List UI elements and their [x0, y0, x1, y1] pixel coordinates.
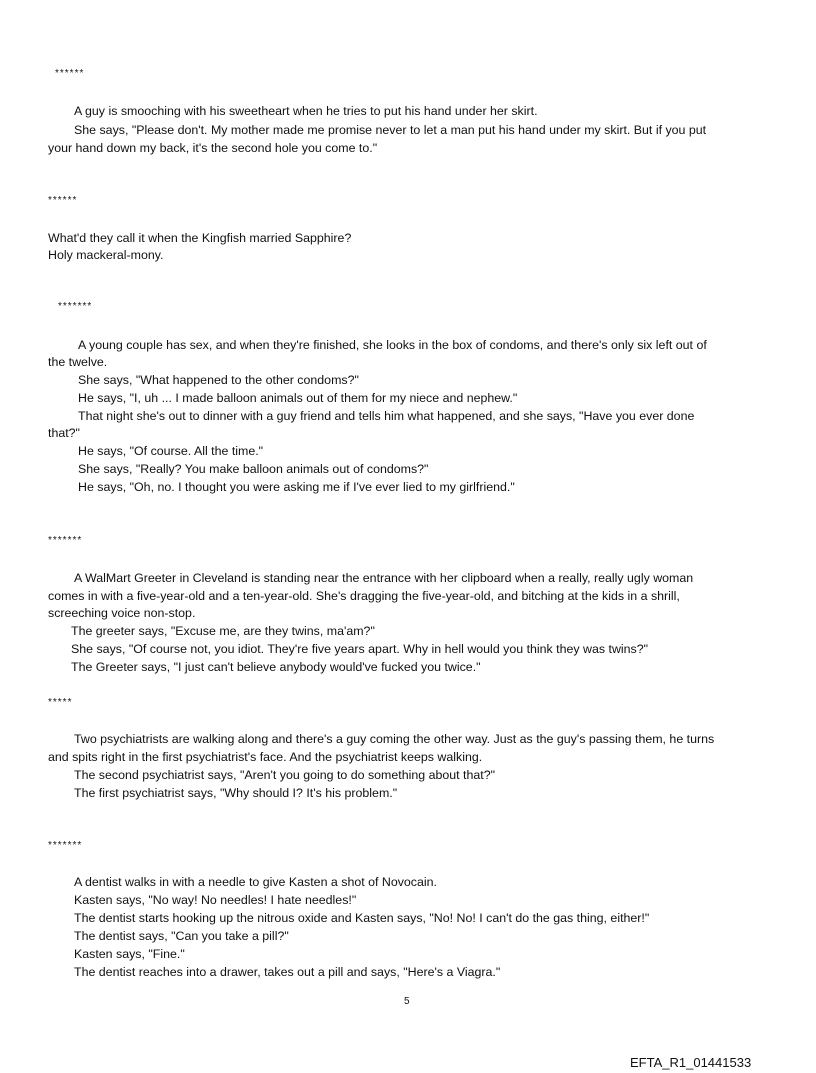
joke5-line-4: The first psychiatrist says, "Why should I? It's his problem." [74, 786, 398, 800]
joke5-line-2: and spits right in the first psychiatrist's face. And the psychiatrist keeps walking. [48, 750, 483, 764]
joke5-line-3: The second psychiatrist says, "Aren't you going to do something about that?" [74, 768, 495, 782]
joke2-line-2: Holy mackeral-mony. [48, 248, 164, 262]
joke4-line-5: She says, "Of course not, you idiot. They're five years apart. Why in hell would you think they was twins?" [71, 642, 649, 656]
separator-3: ******* [58, 301, 93, 312]
joke6-line-1: A dentist walks in with a needle to give Kasten a shot of Novocain. [74, 875, 437, 889]
joke3-line-2: the twelve. [48, 355, 108, 369]
joke4-line-4: The greeter says, "Excuse me, are they twins, ma'am?" [71, 624, 375, 638]
joke6-line-3: The dentist starts hooking up the nitrous oxide and Kasten says, "No! No! I can't do the gas thing, either!" [74, 911, 650, 925]
joke3-line-8: She says, "Really? You make balloon animals out of condoms?" [78, 462, 429, 476]
joke1-line-2: She says, "Please don't. My mother made me promise never to let a man put his hand under my skirt. But if you put [74, 123, 707, 137]
page-number: 5 [404, 996, 410, 1007]
joke4-line-6: The Greeter says, "I just can't believe anybody would've fucked you twice." [71, 660, 481, 674]
joke6-line-6: The dentist reaches into a drawer, takes out a pill and says, "Here's a Viagra." [74, 965, 501, 979]
joke3-line-9: He says, "Oh, no. I thought you were asking me if I've ever lied to my girlfriend." [78, 480, 515, 494]
joke3-line-5: That night she's out to dinner with a guy friend and tells him what happened, and she says, "Have you ever done [78, 409, 695, 423]
joke1-line-3: your hand down my back, it's the second hole you come to." [48, 141, 378, 155]
separator-1: ****** [55, 68, 85, 79]
joke5-line-1: Two psychiatrists are walking along and there's a guy coming the other way. Just as the guy's passing them, he turns [74, 732, 715, 746]
separator-4: ******* [48, 535, 83, 546]
joke3-line-1: A young couple has sex, and when they're finished, she looks in the box of condoms, and there's only six left out of [78, 338, 707, 352]
joke6-line-2: Kasten says, "No way! No needles! I hate needles!" [74, 893, 357, 907]
joke6-line-5: Kasten says, "Fine." [74, 947, 185, 961]
joke2-line-1: What'd they call it when the Kingfish married Sapphire? [48, 231, 352, 245]
separator-5: ***** [48, 697, 73, 708]
joke6-line-4: The dentist says, "Can you take a pill?" [74, 929, 289, 943]
joke3-line-4: He says, "I, uh ... I made balloon animals out of them for my niece and nephew." [78, 391, 518, 405]
joke4-line-3: screeching voice non-stop. [48, 606, 196, 620]
joke1-line-1: A guy is smooching with his sweetheart when he tries to put his hand under her skirt. [74, 104, 538, 118]
separator-6: ******* [48, 840, 83, 851]
joke3-line-6: that?" [48, 426, 80, 440]
joke3-line-3: She says, "What happened to the other condoms?" [78, 373, 359, 387]
joke4-line-2: comes in with a five-year-old and a ten-year-old. She's dragging the five-year-old, and bitching at the kids in a shrill, [48, 589, 680, 603]
separator-2: ****** [48, 195, 78, 206]
joke4-line-1: A WalMart Greeter in Cleveland is standing near the entrance with her clipboard when a really, really ugly woman [74, 571, 694, 585]
document-id: EFTA_R1_01441533 [630, 1055, 752, 1070]
joke3-line-7: He says, "Of course. All the time." [78, 444, 264, 458]
